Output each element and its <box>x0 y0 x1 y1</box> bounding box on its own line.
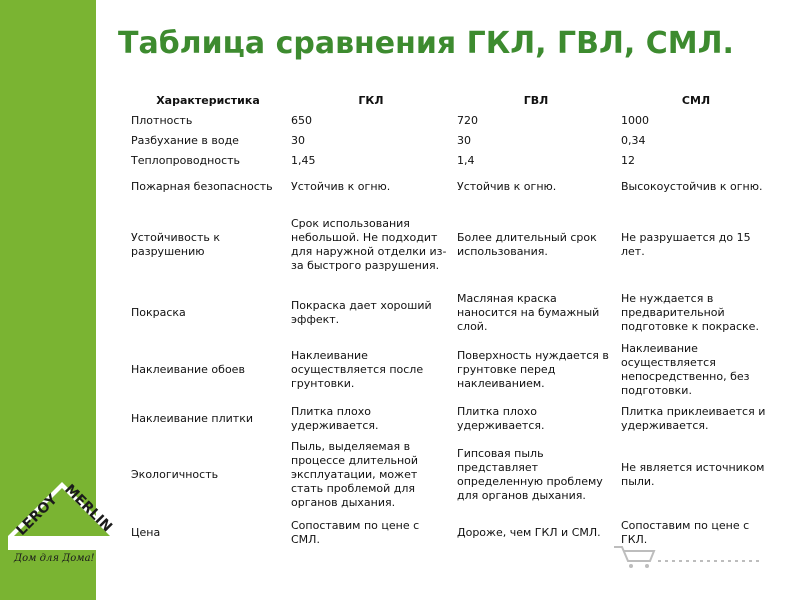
table-row <box>128 287 774 339</box>
cell-sml: Высокоустойчив к огню. <box>621 180 763 193</box>
header-gvl: ГВЛ <box>523 94 549 107</box>
cell-sml: Не является источником пыли. <box>621 461 765 488</box>
table-row <box>128 339 774 401</box>
cell-gkl: Плитка плохо удерживается. <box>291 405 379 432</box>
svg-text:MERLIN: MERLIN <box>61 481 116 536</box>
table-row <box>128 151 774 171</box>
row-label: Цена <box>131 526 161 539</box>
cell-gvl: Более длительный срок использования. <box>457 231 597 258</box>
row-label: Разбухание в воде <box>131 134 239 147</box>
cell-gkl: 650 <box>291 114 312 127</box>
cell-gkl: Пыль, выделяемая в процессе длительной эксплуатации, может стать проблемой для органов дыхания. <box>291 440 419 509</box>
header-sml: СМЛ <box>681 94 711 107</box>
row-label: Покраска <box>131 306 186 319</box>
table-row <box>128 203 774 287</box>
cell-gkl: Наклеивание осуществляется после грунтовки. <box>291 349 424 390</box>
cell-gkl: Срок использования небольшой. Не подходит для наружной отделки из-за быстрого разрушения. <box>291 217 447 272</box>
table-row <box>128 401 774 437</box>
cell-gvl: Поверхность нуждается в грунтовке перед наклеиванием. <box>457 349 609 390</box>
table-row <box>128 111 774 131</box>
cell-gvl: Устойчив к огню. <box>457 180 557 193</box>
cell-gvl: 1,4 <box>457 154 475 167</box>
cell-sml: 12 <box>621 154 635 167</box>
svg-text:LEROY: LEROY <box>13 491 61 539</box>
row-label: Наклеивание обоев <box>131 363 245 376</box>
table-row <box>128 437 774 513</box>
row-label: Наклеивание плитки <box>131 412 254 425</box>
row-label: Пожарная безопасность <box>131 180 273 193</box>
table-row <box>128 171 774 203</box>
cell-sml: Плитка приклеивается и удерживается. <box>621 405 766 432</box>
table-header-row <box>128 90 774 111</box>
cell-gvl: Дороже, чем ГКЛ и СМЛ. <box>457 526 601 539</box>
row-label: Экологичность <box>131 468 219 481</box>
cart-icon <box>612 543 772 569</box>
table-row <box>128 131 774 151</box>
row-label: Плотность <box>131 114 193 127</box>
cell-gkl: Устойчив к огню. <box>291 180 391 193</box>
cell-gkl: 30 <box>291 134 305 147</box>
leroy-merlin-logo <box>6 480 118 592</box>
cell-sml: Сопоставим по цене с ГКЛ. <box>621 519 750 546</box>
header-characteristic: Характеристика <box>156 94 260 107</box>
cell-gvl: Плитка плохо удерживается. <box>457 405 545 432</box>
row-label: Устойчивость к разрушению <box>131 231 220 258</box>
cell-gvl: 720 <box>457 114 478 127</box>
cell-gvl: Масляная краска наносится на бумажный слой. <box>457 292 600 333</box>
cell-sml: Не нуждается в предварительной подготовке к покраске. <box>621 292 759 333</box>
cell-gkl: Покраска дает хороший эффект. <box>291 299 432 326</box>
page-title: Таблица сравнения ГКЛ, ГВЛ, СМЛ. <box>118 26 734 61</box>
row-label: Теплопроводность <box>131 154 241 167</box>
cell-sml: 1000 <box>621 114 649 127</box>
cell-sml: 0,34 <box>621 134 646 147</box>
cell-gkl: 1,45 <box>291 154 316 167</box>
cell-gvl: 30 <box>457 134 471 147</box>
cell-sml: Не разрушается до 15 лет. <box>621 231 751 258</box>
cell-gvl: Гипсовая пыль представляет определенную проблему для органов дыхания. <box>457 447 603 502</box>
header-gkl: ГКЛ <box>358 94 384 107</box>
logo-slogan: Дом для Дома! <box>14 553 95 564</box>
comparison-table <box>128 90 774 553</box>
cell-gkl: Сопоставим по цене с СМЛ. <box>291 519 420 546</box>
cell-sml: Наклеивание осуществляется непосредственно, без подготовки. <box>621 342 750 397</box>
